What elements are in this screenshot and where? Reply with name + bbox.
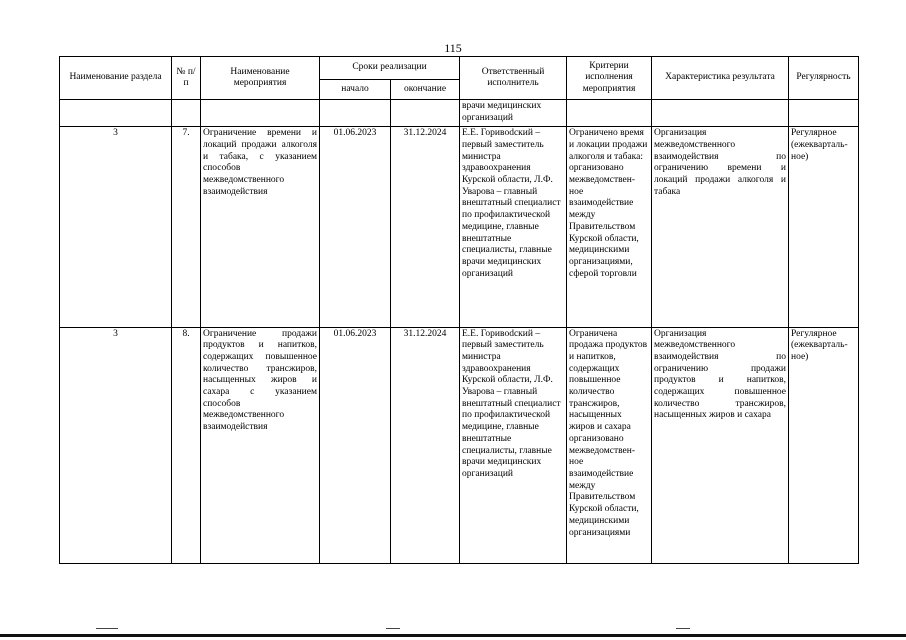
header-dates: Сроки реализации bbox=[320, 57, 460, 80]
cell-empty bbox=[789, 100, 859, 127]
table-row bbox=[60, 327, 859, 563]
header-section: Наименование раздела bbox=[60, 57, 172, 100]
header-start: начало bbox=[320, 80, 391, 100]
cell-regularity: Регулярное (ежекварталь-ное) bbox=[789, 127, 859, 327]
cell-num: 8. bbox=[172, 327, 201, 563]
cell-event: Ограничение времени и локаций продажи алкоголя и табака, с указанием способов межведомственного взаимодействия bbox=[201, 127, 320, 327]
cell-regularity: Регулярное (ежекварталь-ное) bbox=[789, 327, 859, 563]
header-regularity: Регулярность bbox=[789, 57, 859, 100]
header-responsible: Ответственный исполнитель bbox=[460, 57, 567, 100]
cell-empty bbox=[391, 100, 460, 127]
cell-num: 7. bbox=[172, 127, 201, 327]
cell-empty bbox=[201, 100, 320, 127]
cell-section: 3 bbox=[60, 127, 172, 327]
cell-end: 31.12.2024 bbox=[391, 327, 460, 563]
activities-table bbox=[59, 56, 859, 564]
header-event: Наименование мероприятия bbox=[201, 57, 320, 100]
cell-result: Организация межведомственного взаимодействия по ограничению продажи продуктов и напитков, содержащих повышенное количество трансжиров, насыщенных жиров и сахара bbox=[652, 327, 789, 563]
cell-responsible: Е.Е. Горивodский – первый заместитель министра здравоохранения Курской области, Л.Ф. Уварова – главный внештатный специалист по профилактической медицине, главные внештатные специалисты, главные врачи медицинских организаций bbox=[460, 327, 567, 563]
cell-start: 01.06.2023 bbox=[320, 327, 391, 563]
cell-empty bbox=[652, 100, 789, 127]
cell-empty bbox=[567, 100, 652, 127]
page-number: 115 bbox=[444, 41, 462, 55]
cell-end: 31.12.2024 bbox=[391, 127, 460, 327]
scan-mark bbox=[386, 628, 400, 629]
cell-result: Организация межведомственного взаимодействия по ограничению времени и локаций продажи алкоголя и табака bbox=[652, 127, 789, 327]
cell-criteria: Ограничена продажа продуктов и напитков, содержащих повышенное количество трансжиров, насыщенных жиров и сахара организовано межведомствен-ное взаимодействие между Правительством Курской области, медицинскими организациями bbox=[567, 327, 652, 563]
cell-criteria: Ограничено время и локации продажи алкоголя и табака: организовано межведомствен-ное взаимодействие между Правительством Курской области, медицинскими организациями, сферой торговли bbox=[567, 127, 652, 327]
cell-responsible: Е.Е. Горивodский – первый заместитель министра здравоохранения Курской области, Л.Ф. Уварова – главный внештатный специалист по профилактической медицине, главные внештатные специалисты, главные врачи медицинских организаций bbox=[460, 127, 567, 327]
page-bottom-edge bbox=[0, 634, 906, 637]
table-row-continuation bbox=[60, 100, 859, 127]
cell-empty bbox=[320, 100, 391, 127]
table-row bbox=[60, 127, 859, 327]
header-criteria: Критерии исполнения мероприятия bbox=[567, 57, 652, 100]
cell-responsible: врачи медицинских организаций bbox=[460, 100, 567, 127]
cell-start: 01.06.2023 bbox=[320, 127, 391, 327]
header-end: окончание bbox=[391, 80, 460, 100]
scan-mark bbox=[676, 628, 690, 629]
cell-empty bbox=[172, 100, 201, 127]
header-result: Характеристика результата bbox=[652, 57, 789, 100]
cell-empty bbox=[60, 100, 172, 127]
cell-section: 3 bbox=[60, 327, 172, 563]
cell-event: Ограничение продажи продуктов и напитков, содержащих повышенное количество трансжиров, насыщенных жиров и сахара с указанием способов межведомственного взаимодействия bbox=[201, 327, 320, 563]
header-num: № п/п bbox=[172, 57, 201, 100]
scan-mark bbox=[96, 628, 118, 629]
